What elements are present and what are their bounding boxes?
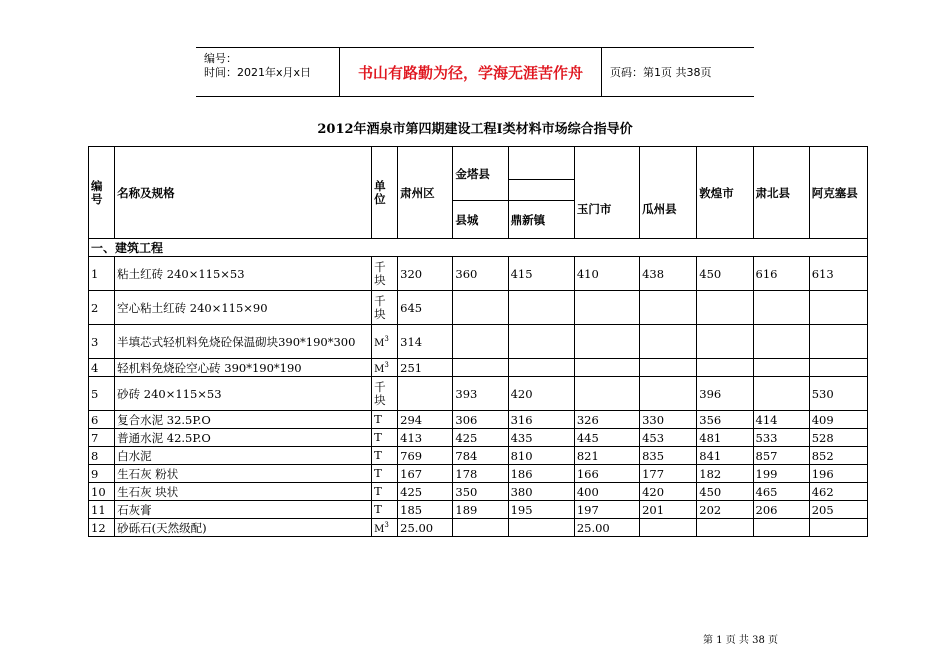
row-value <box>508 359 574 377</box>
row-value: 177 <box>640 465 697 483</box>
col-header-guazhou: 瓜州县 <box>640 180 697 239</box>
row-value <box>398 377 453 411</box>
row-value: 413 <box>398 429 453 447</box>
row-value: 199 <box>753 465 809 483</box>
row-unit: 千块 <box>372 291 398 325</box>
row-name: 生石灰 块状 <box>115 483 372 501</box>
row-value: 189 <box>453 501 508 519</box>
row-value: 453 <box>640 429 697 447</box>
row-value <box>453 291 508 325</box>
row-value: 25.00 <box>398 519 453 537</box>
row-no: 6 <box>89 411 115 429</box>
row-value <box>574 377 639 411</box>
row-unit: $M^3$ <box>372 359 398 377</box>
row-value: 195 <box>508 501 574 519</box>
row-value: 435 <box>508 429 574 447</box>
col-header-jinta: 金塔县 <box>453 147 508 201</box>
row-value <box>640 377 697 411</box>
row-value: 196 <box>809 465 867 483</box>
row-value <box>697 359 753 377</box>
row-value <box>453 325 508 359</box>
col-header-name: 名称及规格 <box>115 147 372 239</box>
row-unit: T <box>372 411 398 429</box>
row-value <box>753 519 809 537</box>
row-name: 生石灰 粉状 <box>115 465 372 483</box>
col-header-suzhou: 肃州区 <box>398 147 453 239</box>
row-value <box>697 325 753 359</box>
row-value: 438 <box>640 257 697 291</box>
row-unit: 千块 <box>372 257 398 291</box>
price-table <box>88 146 868 537</box>
row-name: 粘土红砖 240×115×53 <box>115 257 372 291</box>
row-value: 178 <box>453 465 508 483</box>
row-value <box>697 519 753 537</box>
row-value: 25.00 <box>574 519 639 537</box>
table-row <box>89 501 868 519</box>
data-rows <box>89 257 868 537</box>
row-unit: $M^3$ <box>372 325 398 359</box>
row-value: 528 <box>809 429 867 447</box>
row-value: 769 <box>398 447 453 465</box>
row-value: 186 <box>508 465 574 483</box>
header-motto-cell <box>339 48 602 96</box>
row-value <box>640 359 697 377</box>
row-value <box>753 291 809 325</box>
row-value: 167 <box>398 465 453 483</box>
row-value: 462 <box>809 483 867 501</box>
row-value: 202 <box>697 501 753 519</box>
header-row-top <box>89 147 868 180</box>
row-value <box>574 359 639 377</box>
row-value <box>640 325 697 359</box>
row-name: 石灰膏 <box>115 501 372 519</box>
row-unit: T <box>372 447 398 465</box>
row-name: 半填芯式轻机料免烧砼保温砌块390*190*300 <box>115 325 372 359</box>
row-unit: T <box>372 483 398 501</box>
section-title: 一、建筑工程 <box>89 239 868 257</box>
page-label: 页码：第1页 共38页 <box>610 66 712 79</box>
col-header-subei: 肃北县 <box>753 147 809 239</box>
row-value: 316 <box>508 411 574 429</box>
row-value: 166 <box>574 465 639 483</box>
row-value <box>753 377 809 411</box>
number-label: 编号： <box>204 52 237 65</box>
row-value: 409 <box>809 411 867 429</box>
row-unit: T <box>372 429 398 447</box>
row-value: 410 <box>574 257 639 291</box>
row-value <box>508 291 574 325</box>
col-header-jinta-dingxin: 鼎新镇 <box>508 201 574 239</box>
row-value: 201 <box>640 501 697 519</box>
row-value: 205 <box>809 501 867 519</box>
table-row <box>89 377 868 411</box>
row-value: 857 <box>753 447 809 465</box>
row-value: 414 <box>753 411 809 429</box>
row-value: 450 <box>697 257 753 291</box>
row-no: 11 <box>89 501 115 519</box>
row-value <box>453 519 508 537</box>
row-no: 2 <box>89 291 115 325</box>
row-name: 砂砖 240×115×53 <box>115 377 372 411</box>
table-row <box>89 519 868 537</box>
row-value: 197 <box>574 501 639 519</box>
row-value: 784 <box>453 447 508 465</box>
row-value: 533 <box>753 429 809 447</box>
row-value <box>753 325 809 359</box>
row-value: 306 <box>453 411 508 429</box>
row-value: 330 <box>640 411 697 429</box>
row-value: 821 <box>574 447 639 465</box>
row-value <box>574 325 639 359</box>
row-value: 852 <box>809 447 867 465</box>
row-value: 835 <box>640 447 697 465</box>
row-value <box>508 519 574 537</box>
col-header-dunhuang: 敦煌市 <box>697 147 753 239</box>
row-unit: $M^3$ <box>372 519 398 537</box>
row-no: 5 <box>89 377 115 411</box>
row-unit: 千块 <box>372 377 398 411</box>
row-name: 轻机料免烧砼空心砖 390*190*190 <box>115 359 372 377</box>
row-value: 420 <box>508 377 574 411</box>
table-row <box>89 411 868 429</box>
row-name: 砂砾石(天然级配) <box>115 519 372 537</box>
row-value <box>809 519 867 537</box>
row-value: 396 <box>697 377 753 411</box>
row-name: 白水泥 <box>115 447 372 465</box>
row-value: 360 <box>453 257 508 291</box>
row-value: 530 <box>809 377 867 411</box>
row-value: 326 <box>574 411 639 429</box>
row-no: 4 <box>89 359 115 377</box>
row-value: 425 <box>453 429 508 447</box>
row-value <box>508 325 574 359</box>
page-footer: 第 1 页 共 38 页 <box>703 635 778 646</box>
row-no: 10 <box>89 483 115 501</box>
row-value: 380 <box>508 483 574 501</box>
header-meta <box>196 48 339 96</box>
row-unit: T <box>372 501 398 519</box>
row-no: 8 <box>89 447 115 465</box>
row-value: 481 <box>697 429 753 447</box>
row-value: 465 <box>753 483 809 501</box>
yumen-blank-top <box>574 147 639 180</box>
row-value: 425 <box>398 483 453 501</box>
section-row <box>89 239 868 257</box>
row-no: 1 <box>89 257 115 291</box>
row-no: 9 <box>89 465 115 483</box>
row-value <box>574 291 639 325</box>
col-header-no: 编号 <box>89 147 115 239</box>
table-row <box>89 257 868 291</box>
table-row <box>89 465 868 483</box>
row-value: 314 <box>398 325 453 359</box>
row-value: 450 <box>697 483 753 501</box>
row-value: 393 <box>453 377 508 411</box>
page-title: 2012年酒泉市第四期建设工程Ⅰ类材料市场综合指导价 <box>317 122 633 137</box>
table-row <box>89 447 868 465</box>
table-row <box>89 483 868 501</box>
jinta-blank-mid <box>508 180 574 201</box>
row-no: 12 <box>89 519 115 537</box>
row-value: 251 <box>398 359 453 377</box>
guazhou-blank-top <box>640 147 697 180</box>
row-name: 复合水泥 32.5P.O <box>115 411 372 429</box>
row-value <box>697 291 753 325</box>
row-value: 206 <box>753 501 809 519</box>
row-value: 320 <box>398 257 453 291</box>
jinta-blank-top <box>508 147 574 180</box>
row-value <box>640 519 697 537</box>
row-value: 613 <box>809 257 867 291</box>
row-no: 7 <box>89 429 115 447</box>
row-value <box>453 359 508 377</box>
row-value: 616 <box>753 257 809 291</box>
row-name: 空心粘土红砖 240×115×90 <box>115 291 372 325</box>
row-value: 182 <box>697 465 753 483</box>
row-unit: T <box>372 465 398 483</box>
time-label: 时间：2021年x月x日 <box>204 66 312 79</box>
row-value: 185 <box>398 501 453 519</box>
row-value: 356 <box>697 411 753 429</box>
row-value: 420 <box>640 483 697 501</box>
row-value: 445 <box>574 429 639 447</box>
row-value <box>640 291 697 325</box>
table-row <box>89 359 868 377</box>
row-name: 普通水泥 42.5P.O <box>115 429 372 447</box>
document-header <box>196 47 754 97</box>
col-header-akesai: 阿克塞县 <box>809 147 867 239</box>
row-value <box>809 291 867 325</box>
row-value: 645 <box>398 291 453 325</box>
table-row <box>89 325 868 359</box>
table-row <box>89 291 868 325</box>
row-value: 400 <box>574 483 639 501</box>
row-value: 841 <box>697 447 753 465</box>
row-value: 415 <box>508 257 574 291</box>
row-value <box>809 359 867 377</box>
col-header-jinta-county: 县城 <box>453 201 508 239</box>
row-value <box>753 359 809 377</box>
table-row <box>89 429 868 447</box>
row-no: 3 <box>89 325 115 359</box>
col-header-unit: 单位 <box>372 147 398 239</box>
row-value: 350 <box>453 483 508 501</box>
row-value: 810 <box>508 447 574 465</box>
row-value <box>809 325 867 359</box>
col-header-yumen: 玉门市 <box>574 180 639 239</box>
row-value: 294 <box>398 411 453 429</box>
motto-text: 书山有路勤为径，学海无涯苦作舟 <box>357 63 583 82</box>
